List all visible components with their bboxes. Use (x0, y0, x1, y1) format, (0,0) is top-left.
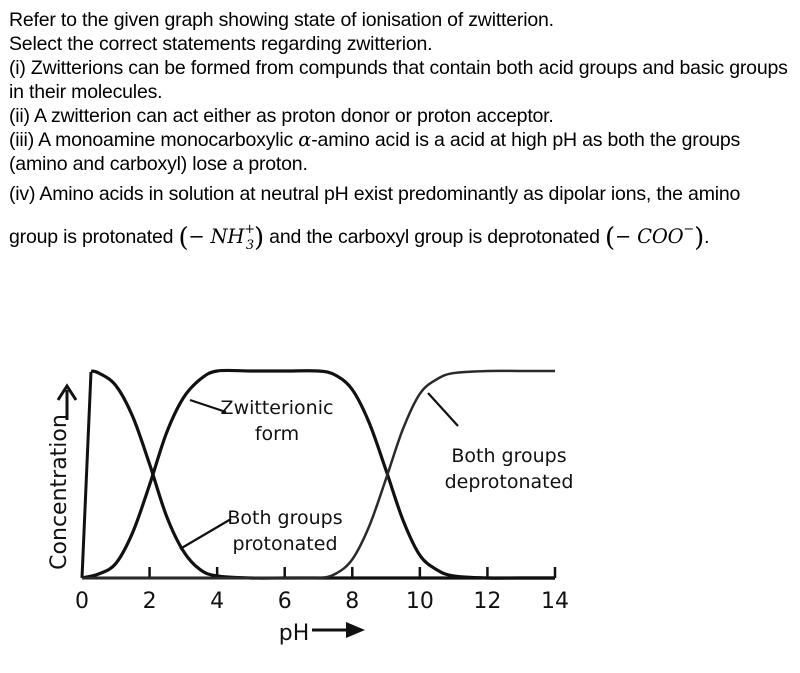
annotation-label: Both groups (451, 445, 567, 467)
question-text (9, 8, 794, 264)
annotation-label: deprotonated (444, 471, 574, 493)
statement-iii: (iii) A monoamine monocarboxylic α-amino acid is a acid at high pH as both the groups (amino and carboxyl) lose a proton. (9, 128, 741, 175)
x-tick-label: 6 (277, 589, 292, 614)
statement-iv: (iv) Amino acids in solution at neutral pH exist predominantly as dipolar ions, the amino group is protonated (− $NH^+_3$) and the carboxyl group is deprotonated (− COO−). (9, 183, 741, 253)
x-tick-label: 14 (541, 589, 569, 614)
chart-svg (0, 355, 800, 668)
annotation-leader-line (180, 519, 231, 549)
y-axis (82, 372, 91, 578)
x-tick-label: 12 (473, 589, 502, 614)
annotation-label: Zwitterionic (220, 397, 334, 419)
coo-formula: − COO− (614, 222, 695, 248)
x-tick-label: 4 (210, 589, 225, 614)
x-axis-label: pH (278, 621, 310, 646)
x-arrow-head-icon (346, 622, 365, 638)
ionisation-chart (0, 355, 800, 668)
x-tick-label: 10 (405, 589, 434, 614)
annotation-label: form (254, 423, 300, 445)
alpha-symbol: α (298, 128, 312, 151)
annotation-leader-line (428, 393, 458, 426)
x-tick-label: 2 (142, 589, 157, 614)
statement-ii: (ii) A zwitterion can act either as proton donor or proton acceptor. (9, 105, 554, 127)
y-axis-label: Concentration (47, 414, 72, 570)
x-tick-label: 8 (345, 589, 360, 614)
statement-i: (i) Zwitterions can be formed from compunds that contain both acid groups and basic groups in their molecules. (9, 57, 788, 103)
question-intro-1: Refer to the given graph showing state of ionisation of zwitterion. (9, 9, 554, 31)
annotation-label: protonated (232, 533, 338, 555)
annotation-label: Both groups (227, 507, 343, 529)
x-tick-label: 0 (75, 589, 89, 614)
question-intro-2: Select the correct statements regarding zwitterion. (9, 33, 433, 55)
nh3-formula: − $NH^+_3$ (188, 222, 255, 253)
